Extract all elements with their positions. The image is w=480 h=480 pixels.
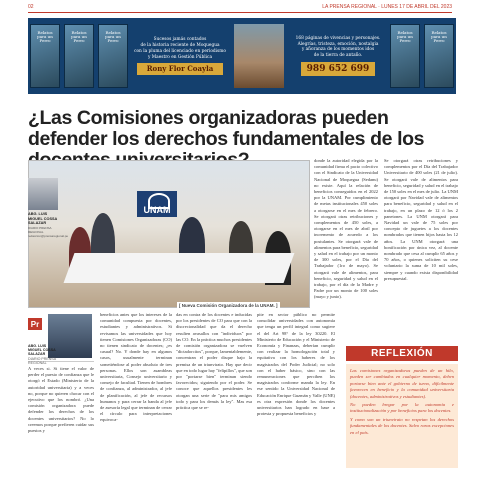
- book-cover: Relatos para un Perro: [64, 24, 94, 88]
- running-header: [0, 0, 480, 14]
- ad-author: Rony Flor Coayla: [137, 63, 224, 74]
- article-column: beneficios antes que los intereses de la comunidad compuesta por docentes, estudiantes y administrativos. Si revisamos las universidades que hoy tienen Comisiones Organizadoras (CO) no tienen sindicato de docentes; ¿es casual? No. Y donde hay en algunos casos, usualmente terminan sometiéndose al poder absoluto de tres personas. Ellos son asambleas universitaria, Consejo universitario y consejo de facultad. Tienen de hombres de confianza, al administrador, al jefe de planificación, al jefe de recursos humanos y para cerrar la banda al jefe de asesoría legal que terminan de cerrar el círculo para interpretaciones equivoca-: [100, 312, 172, 423]
- author-role: DIARIO PRENSA REGIONAL: [28, 225, 52, 234]
- book-cover: Relatos para un Perro: [98, 24, 128, 88]
- news-photo: [28, 160, 310, 308]
- meeting-table: [64, 253, 295, 283]
- reflexion-title: REFLEXIÓN: [346, 346, 458, 361]
- photo-caption: [ Nueva Comisión Organizadora de la UNAM. ]: [179, 303, 278, 308]
- book-advertisement[interactable]: [28, 18, 456, 94]
- promo-box: [28, 314, 94, 365]
- article-column: das en contra de los docentes e inducidas por los presidentes de CO para que con la discrecionalidad que da el derecho resulten avasallos con "individuos" por las CO. En la práctica muchos presidentes de comisión organizadora se vuelven "dictadorcitos", porque, lamentablemente, concentran el poder disque bajo la premisa de un triunvirato. Hay que decir que en todo lugar hay "felipillos", que son por "portarse bien" terminan siendo favorecidos; siguiendo por el poder. Se conoce que aquellos presidentes les otorgan una serie de "para mis amigos todo y para los demás la ley". Mas esa práctica que se re-: [176, 312, 252, 411]
- reflexion-box: [346, 364, 458, 468]
- author-email: redaccion@prensaregional.pe: [28, 233, 69, 238]
- header-rule: [28, 12, 452, 13]
- unam-logo: UNAM: [137, 191, 177, 217]
- article-column: donde la autoridad elegida por la comunidad firma el pacto colectivo con el Sindicato de la Universidad Nacional de Moquegua (Sedanu) no existe. Aquí la relación de beneficios conseguidos en el 2022 por la UNAM. Por cumplimiento de metas institucionales 450 soles a otorgarse en el mes de febrero. Se otorgará otras retribuciones y complementos de 450 soles, a otorgarse en el mes de abril por incremento de acuerdo a los postulantes. Se otorgará vale de alimentos para beneficio, seguridad y salud en el trabajo por un monto de 300 soles, por el Día del Trabajador (1ro de mayo). Se otorgará vale de alimentos, para beneficio, seguridad y salud en el trabajo, por el día de la Madre y Padre por un monto de 100 soles (mayo y junio).: [314, 158, 378, 300]
- ad-right-text: 168 páginas de vivencias y personajes. Alegrías, tristeza, emoción, nostalgia y añoranza de los momentos idos de la tierra de antaño. 989 652 699: [288, 18, 388, 94]
- running-head: LA PRENSA REGIONAL · LUNES 17 DE ABRIL DEL 2023: [322, 4, 452, 10]
- brand-icon: Pr: [28, 318, 42, 330]
- ad-phone: 989 652 699: [301, 62, 376, 76]
- promo-caption: ABG. LUIS MIGUEL COSSA SALAZAR DIARIO PRENSA REGIONAL: [28, 344, 56, 365]
- book-cover: Relatos para un Perro: [424, 24, 454, 88]
- article-column: A veces si. Si tiene el valor de perder el puesto de confianza que le otorgó el Estado (Ministerio de la autoridad universitaria) y a veces no, porque no quieren chocar con el ejecutivo que los nombró. ¿Una comisión organizadora puede defender los derechos de los docentes universitarios? No lo creemos porque prefieren cuidar sus puestos y: [28, 366, 94, 434]
- book-cover: Relatos para un Perro: [390, 24, 420, 88]
- ad-photo: [234, 24, 284, 88]
- headline: ¿Las Comisiones organizadoras pueden defender los derechos fundamentales de los: [28, 107, 425, 150]
- reflexion-paragraph: No pueden bregar por la autonomía e institucionalización y por beneficios para los docentes.: [350, 402, 454, 414]
- book-cover: Relatos para un Perro: [30, 24, 60, 88]
- author-box: [28, 178, 69, 274]
- author-photo: [28, 178, 58, 210]
- article-column: pite en sector público no permite consolidar universidades con autonomía que tenga un perfil integral como sugiere el del Art 98° de la ley 30220. El Ministerio de Educación y el Ministerio de Economía y Finanzas, deberían cumplir con realizar la homologación total y equitativa con los haberes de los magistrados del Poder Judicial; no solo con el haber básico, sino con las remuneraciones que perciben los magistrados conforme manda la ley. En ese sentido la Universidad Nacional de Educación Enrique Guzmán y Valle (UNE) es otra expresión donde los docentes universitarios han logrado en base a protesta y propuesta beneficios y: [257, 312, 335, 417]
- reflexion-paragraph: Las comisiones organizadoras pueden de un hilo, pueden ser cambiados en cualquier momento, deben portarse bien ante el gobierno de turno, difícilmente favorecen en beneficio y la comunidad universitaria (docentes, administrativos y estudiantes).: [350, 368, 454, 399]
- ad-left-text: Sucesos jamás contados de la historia reciente de Moquegua con la pluma del licenciado en periodismo y Maestro en Gestión Pública Rony Flor Coayla: [134, 37, 226, 74]
- reflexion-paragraph: Y como son un triunvirato no respetan los derechos fundamentales de los docentes. Salvo raras excepciones en el país.: [350, 416, 454, 435]
- page-number: 02: [28, 4, 34, 10]
- article-column: Se otorgará otras retribuciones y complementos por el Día del Trabajador Universitario de 400 soles (21 de julio). Se otorgará vale de alimentos para beneficio, seguridad y salud en el trabajo de 150 soles en el mes de julio. La UNM otorgará por Navidad vale de alimentos para beneficio, seguridad y salud en el trabajo, en un plazo de 12 ó los 2 panetones. La UNM otorgará para Navidad un vale de 75 soles por concepto de juguetes a los docentes nombrados que tienen hijos hasta los 12 años. La UNM otorgará una bonificación por única vez, al docente nombrado que cesa al cumplir 65 años y 70 años, o quienes soliciten su cese voluntario la suma de 10 mil soles, siempre y cuando exista disponibilidad presupuestal.: [384, 158, 458, 281]
- author-name: ABG. LUIS MIGUEL COSSA SALAZAR: [28, 212, 58, 226]
